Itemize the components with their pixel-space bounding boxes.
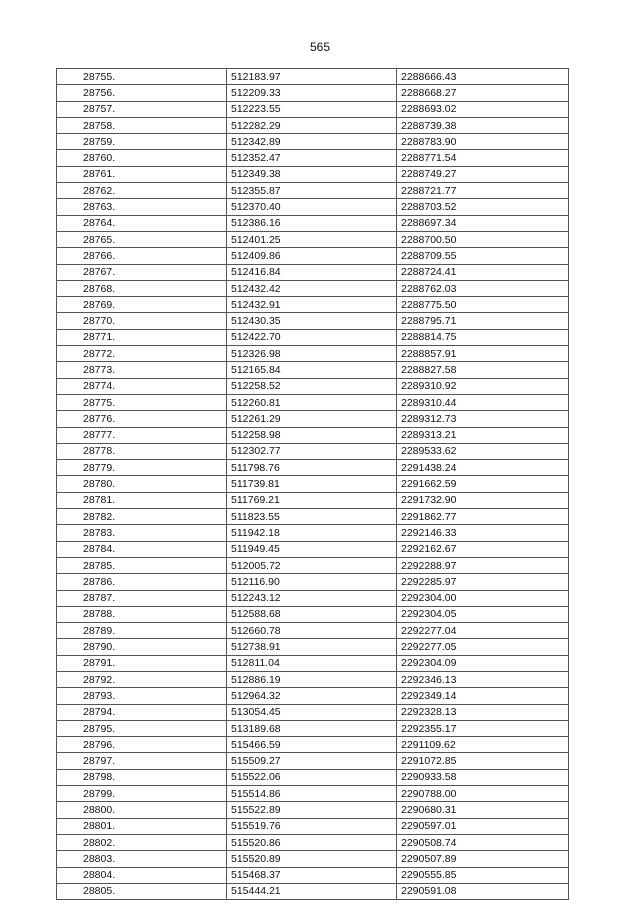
table-row xyxy=(57,460,569,476)
easting-cell: 512342.89 xyxy=(227,134,397,150)
table-row xyxy=(57,150,569,166)
easting-cell: 515520.89 xyxy=(227,851,397,867)
point-id-cell: 28769. xyxy=(57,297,227,313)
easting-cell: 515466.59 xyxy=(227,737,397,753)
northing-cell: 2288703.52 xyxy=(397,199,569,215)
northing-cell: 2292288.97 xyxy=(397,557,569,573)
point-id-cell: 28779. xyxy=(57,460,227,476)
point-id-cell: 28791. xyxy=(57,655,227,671)
easting-cell: 512355.87 xyxy=(227,183,397,199)
easting-cell: 511823.55 xyxy=(227,509,397,525)
point-id-cell: 28803. xyxy=(57,851,227,867)
point-id-cell: 28788. xyxy=(57,606,227,622)
northing-cell: 2288749.27 xyxy=(397,166,569,182)
easting-cell: 512964.32 xyxy=(227,688,397,704)
easting-cell: 515468.37 xyxy=(227,867,397,883)
point-id-cell: 28792. xyxy=(57,671,227,687)
northing-cell: 2290933.58 xyxy=(397,769,569,785)
table-row xyxy=(57,476,569,492)
northing-cell: 2288762.03 xyxy=(397,280,569,296)
table-row xyxy=(57,655,569,671)
easting-cell: 512116.90 xyxy=(227,574,397,590)
point-id-cell: 28787. xyxy=(57,590,227,606)
northing-cell: 2288775.50 xyxy=(397,297,569,313)
table-row xyxy=(57,166,569,182)
northing-cell: 2290788.00 xyxy=(397,786,569,802)
easting-cell: 512432.42 xyxy=(227,280,397,296)
easting-cell: 512183.97 xyxy=(227,69,397,85)
table-row xyxy=(57,248,569,264)
easting-cell: 515444.21 xyxy=(227,883,397,899)
point-id-cell: 28776. xyxy=(57,411,227,427)
easting-cell: 511942.18 xyxy=(227,525,397,541)
point-id-cell: 28781. xyxy=(57,492,227,508)
table-row xyxy=(57,183,569,199)
table-row xyxy=(57,264,569,280)
easting-cell: 512588.68 xyxy=(227,606,397,622)
coordinates-table xyxy=(56,68,569,900)
point-id-cell: 28773. xyxy=(57,362,227,378)
table-row xyxy=(57,215,569,231)
table-row xyxy=(57,639,569,655)
point-id-cell: 28771. xyxy=(57,329,227,345)
point-id-cell: 28777. xyxy=(57,427,227,443)
northing-cell: 2289313.21 xyxy=(397,427,569,443)
northing-cell: 2290507.89 xyxy=(397,851,569,867)
easting-cell: 512282.29 xyxy=(227,117,397,133)
easting-cell: 512302.77 xyxy=(227,443,397,459)
table-row xyxy=(57,834,569,850)
easting-cell: 512409.86 xyxy=(227,248,397,264)
northing-cell: 2291662.59 xyxy=(397,476,569,492)
table-row xyxy=(57,769,569,785)
point-id-cell: 28794. xyxy=(57,704,227,720)
table-row xyxy=(57,378,569,394)
point-id-cell: 28805. xyxy=(57,883,227,899)
easting-cell: 511949.45 xyxy=(227,541,397,557)
point-id-cell: 28757. xyxy=(57,101,227,117)
point-id-cell: 28784. xyxy=(57,541,227,557)
easting-cell: 512223.55 xyxy=(227,101,397,117)
table-row xyxy=(57,671,569,687)
point-id-cell: 28786. xyxy=(57,574,227,590)
table-row xyxy=(57,313,569,329)
northing-cell: 2288721.77 xyxy=(397,183,569,199)
point-id-cell: 28764. xyxy=(57,215,227,231)
northing-cell: 2289310.92 xyxy=(397,378,569,394)
point-id-cell: 28761. xyxy=(57,166,227,182)
easting-cell: 512005.72 xyxy=(227,557,397,573)
table-row xyxy=(57,867,569,883)
table-row xyxy=(57,541,569,557)
point-id-cell: 28756. xyxy=(57,85,227,101)
point-id-cell: 28799. xyxy=(57,786,227,802)
easting-cell: 512258.52 xyxy=(227,378,397,394)
table-row xyxy=(57,134,569,150)
table-row xyxy=(57,753,569,769)
page-number: 565 xyxy=(309,40,331,54)
table-row xyxy=(57,394,569,410)
easting-cell: 512386.16 xyxy=(227,215,397,231)
point-id-cell: 28758. xyxy=(57,117,227,133)
northing-cell: 2290555.85 xyxy=(397,867,569,883)
northing-cell: 2292355.17 xyxy=(397,720,569,736)
easting-cell: 512243.12 xyxy=(227,590,397,606)
table-row xyxy=(57,525,569,541)
easting-cell: 511798.76 xyxy=(227,460,397,476)
table-row xyxy=(57,557,569,573)
table-row xyxy=(57,492,569,508)
point-id-cell: 28767. xyxy=(57,264,227,280)
northing-cell: 2288814.75 xyxy=(397,329,569,345)
point-id-cell: 28797. xyxy=(57,753,227,769)
easting-cell: 512430.35 xyxy=(227,313,397,329)
easting-cell: 511739.81 xyxy=(227,476,397,492)
easting-cell: 515522.06 xyxy=(227,769,397,785)
northing-cell: 2290508.74 xyxy=(397,834,569,850)
northing-cell: 2288697.34 xyxy=(397,215,569,231)
point-id-cell: 28789. xyxy=(57,623,227,639)
point-id-cell: 28766. xyxy=(57,248,227,264)
northing-cell: 2292304.09 xyxy=(397,655,569,671)
northing-cell: 2289310.44 xyxy=(397,394,569,410)
northing-cell: 2292328.13 xyxy=(397,704,569,720)
table-row xyxy=(57,411,569,427)
northing-cell: 2290597.01 xyxy=(397,818,569,834)
point-id-cell: 28765. xyxy=(57,231,227,247)
table-row xyxy=(57,427,569,443)
easting-cell: 515509.27 xyxy=(227,753,397,769)
point-id-cell: 28798. xyxy=(57,769,227,785)
table-row xyxy=(57,362,569,378)
northing-cell: 2289312.73 xyxy=(397,411,569,427)
northing-cell: 2291438.24 xyxy=(397,460,569,476)
northing-cell: 2292349.14 xyxy=(397,688,569,704)
northing-cell: 2288857.91 xyxy=(397,346,569,362)
easting-cell: 512349.38 xyxy=(227,166,397,182)
easting-cell: 511769.21 xyxy=(227,492,397,508)
table-row xyxy=(57,199,569,215)
northing-cell: 2291072.85 xyxy=(397,753,569,769)
point-id-cell: 28783. xyxy=(57,525,227,541)
northing-cell: 2288771.54 xyxy=(397,150,569,166)
northing-cell: 2290680.31 xyxy=(397,802,569,818)
northing-cell: 2292277.05 xyxy=(397,639,569,655)
point-id-cell: 28755. xyxy=(57,69,227,85)
table-row xyxy=(57,606,569,622)
easting-cell: 512209.33 xyxy=(227,85,397,101)
point-id-cell: 28782. xyxy=(57,509,227,525)
northing-cell: 2288724.41 xyxy=(397,264,569,280)
table-row xyxy=(57,297,569,313)
easting-cell: 513189.68 xyxy=(227,720,397,736)
table-row xyxy=(57,69,569,85)
easting-cell: 512370.40 xyxy=(227,199,397,215)
point-id-cell: 28763. xyxy=(57,199,227,215)
northing-cell: 2291109.62 xyxy=(397,737,569,753)
point-id-cell: 28795. xyxy=(57,720,227,736)
northing-cell: 2292285.97 xyxy=(397,574,569,590)
table-row xyxy=(57,720,569,736)
easting-cell: 512401.25 xyxy=(227,231,397,247)
point-id-cell: 28760. xyxy=(57,150,227,166)
point-id-cell: 28801. xyxy=(57,818,227,834)
easting-cell: 512738.91 xyxy=(227,639,397,655)
easting-cell: 512165.84 xyxy=(227,362,397,378)
northing-cell: 2289533.62 xyxy=(397,443,569,459)
easting-cell: 512326.98 xyxy=(227,346,397,362)
table-row xyxy=(57,329,569,345)
northing-cell: 2288709.55 xyxy=(397,248,569,264)
northing-cell: 2288700.50 xyxy=(397,231,569,247)
point-id-cell: 28785. xyxy=(57,557,227,573)
northing-cell: 2288795.71 xyxy=(397,313,569,329)
northing-cell: 2290591.08 xyxy=(397,883,569,899)
easting-cell: 512258.98 xyxy=(227,427,397,443)
table-row xyxy=(57,346,569,362)
easting-cell: 512432.91 xyxy=(227,297,397,313)
table-row xyxy=(57,737,569,753)
table-row xyxy=(57,280,569,296)
point-id-cell: 28790. xyxy=(57,639,227,655)
easting-cell: 515519.76 xyxy=(227,818,397,834)
point-id-cell: 28759. xyxy=(57,134,227,150)
table-row xyxy=(57,509,569,525)
point-id-cell: 28796. xyxy=(57,737,227,753)
table-row xyxy=(57,117,569,133)
northing-cell: 2292304.00 xyxy=(397,590,569,606)
table-row xyxy=(57,851,569,867)
northing-cell: 2288668.27 xyxy=(397,85,569,101)
easting-cell: 515520.86 xyxy=(227,834,397,850)
easting-cell: 512260.81 xyxy=(227,394,397,410)
table-row xyxy=(57,883,569,899)
northing-cell: 2292346.13 xyxy=(397,671,569,687)
northing-cell: 2288739.38 xyxy=(397,117,569,133)
northing-cell: 2288693.02 xyxy=(397,101,569,117)
table-row xyxy=(57,818,569,834)
table-row xyxy=(57,802,569,818)
point-id-cell: 28775. xyxy=(57,394,227,410)
point-id-cell: 28802. xyxy=(57,834,227,850)
northing-cell: 2291862.77 xyxy=(397,509,569,525)
northing-cell: 2292146.33 xyxy=(397,525,569,541)
point-id-cell: 28804. xyxy=(57,867,227,883)
table-row xyxy=(57,231,569,247)
table-row xyxy=(57,85,569,101)
northing-cell: 2288827.58 xyxy=(397,362,569,378)
table-row xyxy=(57,574,569,590)
point-id-cell: 28780. xyxy=(57,476,227,492)
northing-cell: 2292277.04 xyxy=(397,623,569,639)
point-id-cell: 28768. xyxy=(57,280,227,296)
table-row xyxy=(57,704,569,720)
table-row xyxy=(57,623,569,639)
easting-cell: 512660.78 xyxy=(227,623,397,639)
northing-cell: 2292162.67 xyxy=(397,541,569,557)
easting-cell: 513054.45 xyxy=(227,704,397,720)
easting-cell: 515522.89 xyxy=(227,802,397,818)
table-row xyxy=(57,688,569,704)
easting-cell: 512352.47 xyxy=(227,150,397,166)
easting-cell: 512886.19 xyxy=(227,671,397,687)
point-id-cell: 28772. xyxy=(57,346,227,362)
easting-cell: 512261.29 xyxy=(227,411,397,427)
easting-cell: 512811.04 xyxy=(227,655,397,671)
point-id-cell: 28793. xyxy=(57,688,227,704)
table-row xyxy=(57,590,569,606)
point-id-cell: 28778. xyxy=(57,443,227,459)
easting-cell: 515514.86 xyxy=(227,786,397,802)
point-id-cell: 28762. xyxy=(57,183,227,199)
northing-cell: 2288666.43 xyxy=(397,69,569,85)
table-row xyxy=(57,101,569,117)
northing-cell: 2292304.05 xyxy=(397,606,569,622)
point-id-cell: 28774. xyxy=(57,378,227,394)
easting-cell: 512422.70 xyxy=(227,329,397,345)
northing-cell: 2291732.90 xyxy=(397,492,569,508)
table-row xyxy=(57,786,569,802)
northing-cell: 2288783.90 xyxy=(397,134,569,150)
point-id-cell: 28800. xyxy=(57,802,227,818)
point-id-cell: 28770. xyxy=(57,313,227,329)
table-row xyxy=(57,443,569,459)
coordinates-table-body xyxy=(57,69,569,900)
easting-cell: 512416.84 xyxy=(227,264,397,280)
